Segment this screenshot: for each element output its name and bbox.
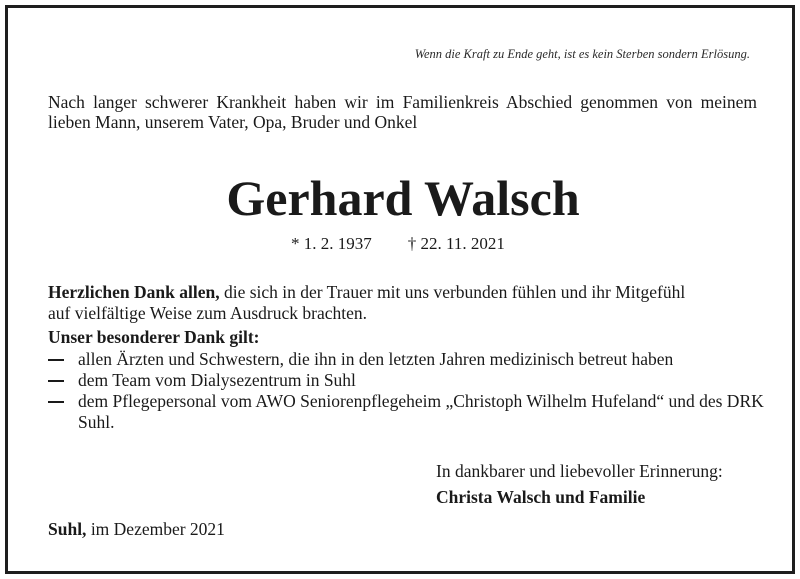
- place-and-date: [48, 519, 225, 540]
- closing-line: In dankbarer und liebevoller Erinnerung:: [436, 461, 723, 481]
- obituary-frame: [5, 5, 795, 574]
- thanks-lead: Herzlichen Dank allen,: [48, 282, 220, 302]
- dash-bullet: [48, 359, 64, 361]
- thanks-paragraph: [48, 282, 708, 324]
- thanks-text: die sich in der Trauer mit uns verbunden fühlen und ihr Mitgefühl auf vielfältige Weise zum Ausdruck brachten.: [48, 282, 686, 323]
- list-item-text: allen Ärzten und Schwestern, die ihn in den letzten Jahren medizinisch betreut haben: [78, 349, 674, 369]
- special-thanks-list: [48, 349, 768, 433]
- special-thanks-title: Unser besonderer Dank gilt:: [48, 327, 260, 347]
- motto-quote: Wenn die Kraft zu Ende geht, ist es kein Sterben sondern Erlösung.: [414, 47, 750, 61]
- death-date: † 22. 11. 2021: [407, 234, 505, 253]
- place-city: Suhl,: [48, 519, 87, 539]
- birth-date: * 1. 2. 1937: [291, 234, 372, 253]
- place-date: im Dezember 2021: [86, 519, 225, 539]
- deceased-name: Gerhard Walsch: [226, 170, 580, 226]
- list-item-text: dem Pflegepersonal vom AWO Seniorenpflegeheim „Christoph Wilhelm Hufeland“ und des DRK Suhl.: [78, 391, 764, 432]
- list-item: [48, 370, 768, 391]
- signature: Christa Walsch und Familie: [436, 487, 646, 507]
- dash-bullet: [48, 380, 64, 382]
- life-dates: [291, 234, 505, 254]
- list-item-text: dem Team vom Dialysezentrum in Suhl: [78, 370, 356, 390]
- closing-block: [436, 458, 723, 510]
- list-item: [48, 349, 768, 370]
- intro-text: Nach langer schwerer Krankheit haben wir im Familienkreis Abschied genommen von meinem lieben Mann, unserem Vater, Opa, Bruder und Onkel: [48, 92, 757, 132]
- dash-bullet: [48, 401, 64, 403]
- list-item: [48, 391, 768, 433]
